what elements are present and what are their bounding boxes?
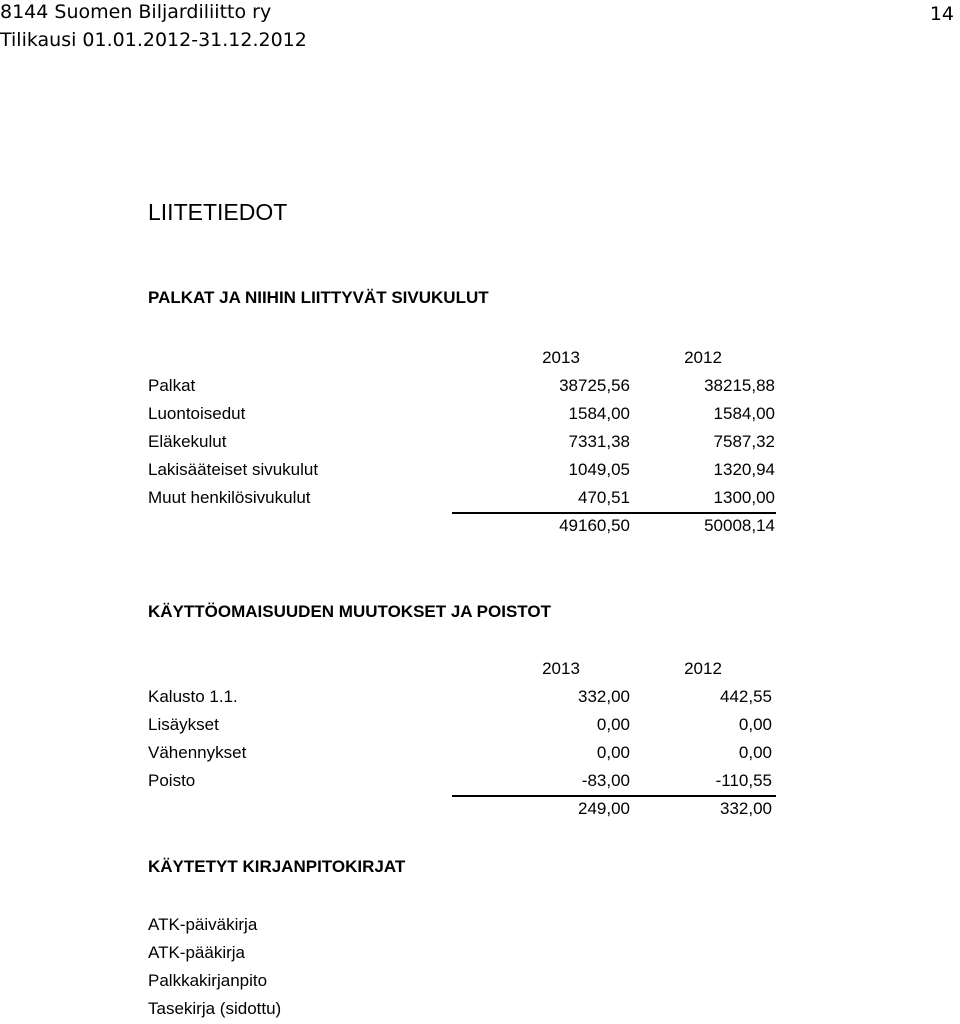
row-value-2012: -110,55 (715, 771, 772, 790)
row-value-2013: 0,00 (596, 715, 630, 734)
table-row (148, 767, 788, 795)
assets-year-2012: 2012 (684, 659, 722, 678)
row-value-2013: -83,00 (581, 771, 630, 790)
salaries-table (148, 344, 788, 540)
total-value-2013: 49160,50 (559, 516, 630, 535)
row-value-2013: 0,00 (596, 743, 630, 762)
total-value-2013: 249,00 (578, 799, 630, 818)
assets-year-header (148, 655, 788, 683)
row-label: Poisto (148, 771, 196, 790)
books-list (148, 911, 281, 1023)
salaries-year-2012: 2012 (684, 348, 722, 367)
list-item: ATK-päiväkirja (148, 915, 258, 934)
salaries-total-rule (452, 512, 776, 514)
total-value-2012: 50008,14 (704, 516, 775, 535)
table-row (148, 739, 788, 767)
row-label: Lisäykset (148, 715, 219, 734)
row-label: Lakisääteiset sivukulut (148, 460, 319, 479)
row-label: Luontoisedut (148, 404, 246, 423)
row-value-2013: 1584,00 (568, 404, 630, 423)
total-row (148, 795, 788, 823)
row-value-2013: 1049,05 (568, 460, 630, 479)
row-value-2012: 1300,00 (713, 488, 775, 507)
total-row (148, 512, 788, 540)
table-row (148, 683, 788, 711)
row-value-2013: 470,51 (578, 488, 630, 507)
fiscal-period: Tilikausi 01.01.2012-31.12.2012 (0, 29, 307, 51)
row-label: Vähennykset (148, 743, 247, 762)
row-value-2012: 38215,88 (704, 376, 775, 395)
row-label: Palkat (148, 376, 196, 395)
row-value-2013: 38725,56 (559, 376, 630, 395)
row-value-2012: 1584,00 (713, 404, 775, 423)
row-value-2012: 0,00 (738, 743, 772, 762)
row-value-2013: 7331,38 (568, 432, 630, 451)
row-value-2012: 0,00 (738, 715, 772, 734)
salaries-year-header (148, 344, 788, 372)
row-label: Eläkekulut (148, 432, 227, 451)
table-row (148, 711, 788, 739)
assets-total-rule (452, 795, 776, 797)
table-row (148, 456, 788, 484)
assets-heading: KÄYTTÖOMAISUUDEN MUUTOKSET JA POISTOT (148, 602, 551, 621)
total-value-2012: 332,00 (720, 799, 772, 818)
assets-year-2013: 2013 (542, 659, 580, 678)
organization-name: 8144 Suomen Biljardiliitto ry (0, 1, 272, 23)
list-item: Tasekirja (sidottu) (148, 999, 282, 1018)
row-label: Muut henkilösivukulut (148, 488, 311, 507)
table-row (148, 372, 788, 400)
list-item: Palkkakirjanpito (148, 971, 268, 990)
page-title: LIITETIEDOT (148, 199, 288, 225)
table-row (148, 484, 788, 512)
row-label: Kalusto 1.1. (148, 687, 238, 706)
books-heading: KÄYTETYT KIRJANPITOKIRJAT (148, 857, 406, 876)
table-row (148, 400, 788, 428)
row-value-2013: 332,00 (578, 687, 630, 706)
row-value-2012: 442,55 (720, 687, 772, 706)
assets-table (148, 655, 788, 823)
salaries-year-2013: 2013 (542, 348, 580, 367)
row-value-2012: 1320,94 (713, 460, 775, 479)
page-number: 14 (929, 3, 954, 25)
list-item: ATK-pääkirja (148, 943, 245, 962)
row-value-2012: 7587,32 (713, 432, 775, 451)
table-row (148, 428, 788, 456)
salaries-heading: PALKAT JA NIIHIN LIITTYVÄT SIVUKULUT (148, 288, 489, 307)
